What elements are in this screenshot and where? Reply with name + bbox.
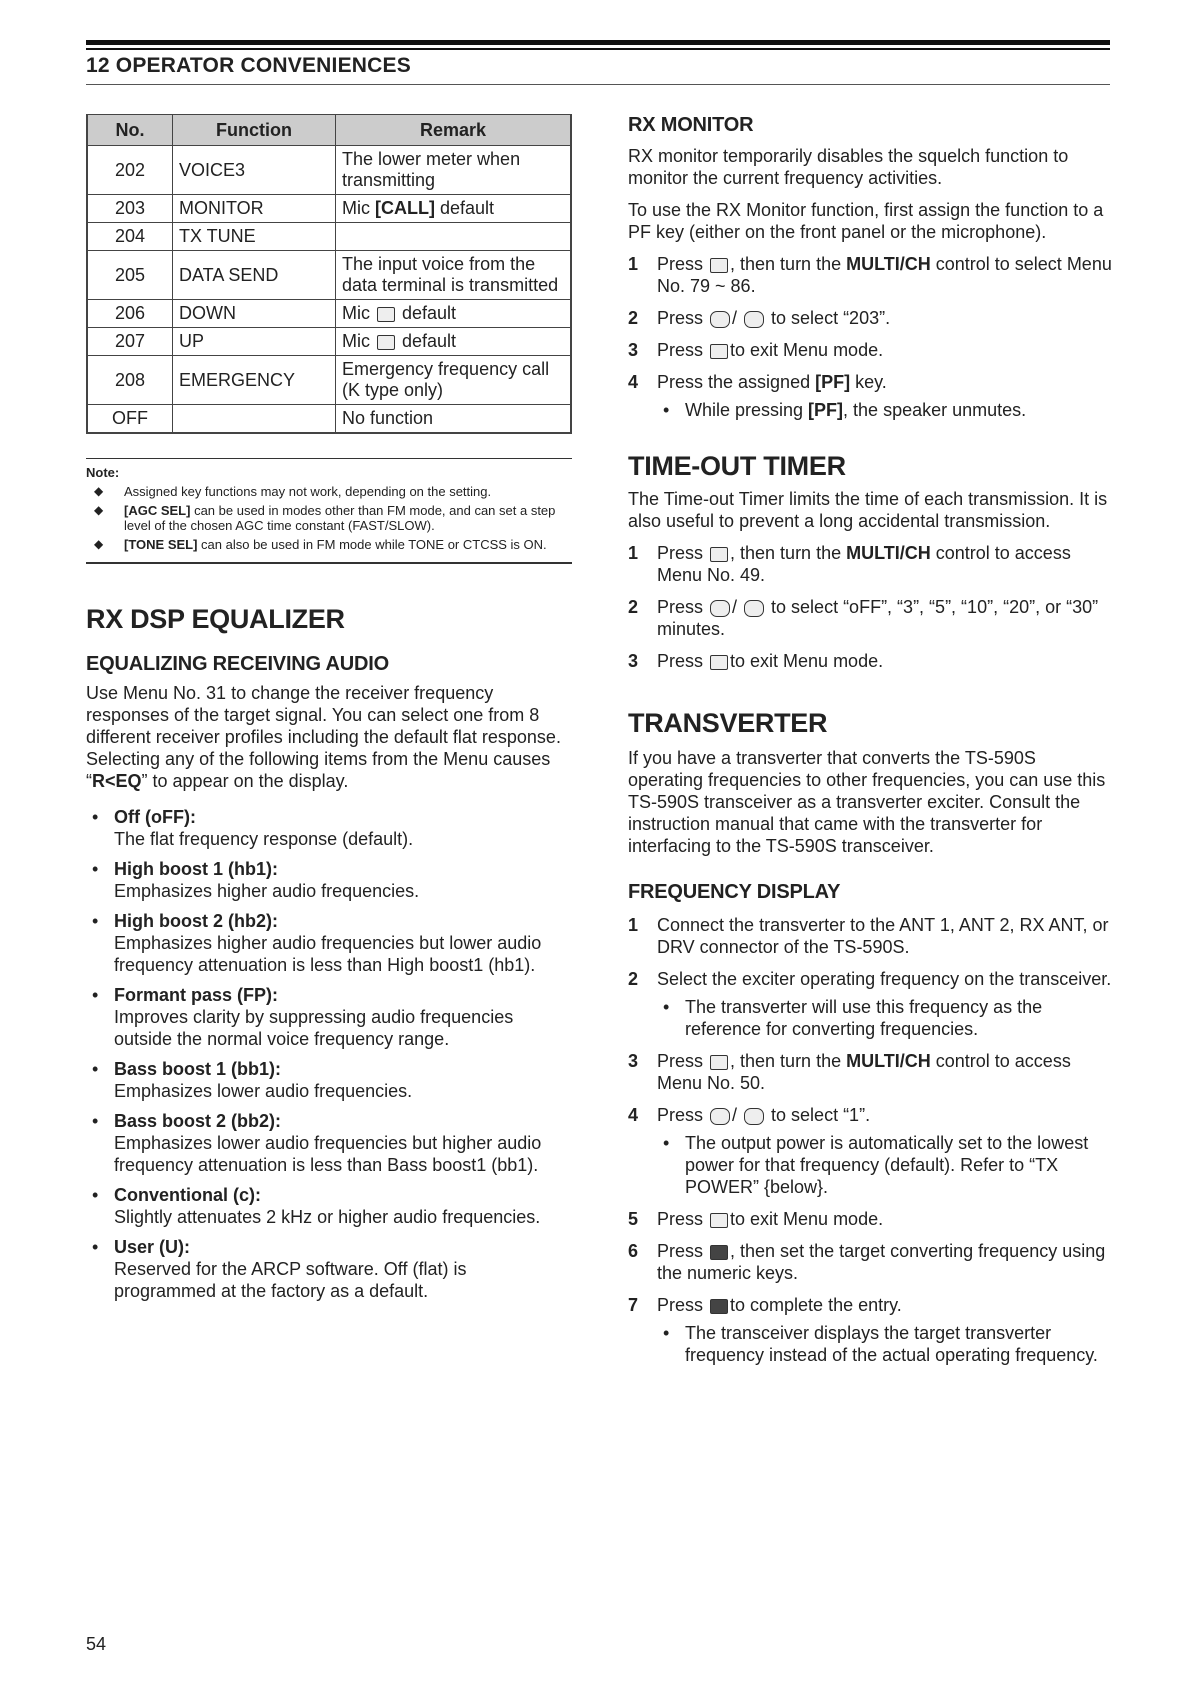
cell-remark: The lower meter when transmitting: [336, 146, 572, 195]
note-title: Note:: [86, 465, 120, 480]
bullet-dot-icon: •: [92, 1185, 99, 1205]
step-item: [628, 253, 1112, 297]
item-title: Bass boost 2 (bb2):: [114, 1111, 282, 1131]
step-item: [628, 307, 1112, 329]
cell-no: OFF: [87, 405, 173, 434]
bullet-dot-icon: •: [92, 807, 99, 827]
cell-function: UP: [173, 328, 336, 356]
step-text: , then set the target converting frequency using the numeric keys.: [657, 1241, 1106, 1283]
note-key-label: [TONE SEL]: [124, 537, 198, 552]
step-text: Press: [657, 1105, 709, 1125]
item-text: Emphasizes lower audio frequencies but higher audio frequency attenuation is less than Bass boost1 (bb1).: [114, 1133, 542, 1175]
step-text: control to select Menu No. 79 ~ 86.: [657, 254, 1112, 296]
list-item: [86, 1184, 572, 1228]
req-indicator: R<EQ: [92, 771, 142, 791]
tot-p1: The Time-out Timer limits the time of each transmission. It is also useful to prevent a long accidental transmission.: [628, 489, 1108, 531]
step-number: 2: [628, 597, 639, 617]
bullet-dot-icon: •: [663, 1133, 670, 1153]
step-text: /: [732, 308, 743, 328]
dsp-intro: [86, 682, 572, 792]
sub-text: While pressing: [685, 400, 809, 420]
chapter-title: 12 OPERATOR CONVENIENCES: [86, 54, 411, 77]
step-text: to select “203”.: [766, 308, 891, 328]
rx-monitor-p1: RX monitor temporarily disables the squelch function to monitor the current frequency activities.: [628, 146, 1069, 188]
step-text: , then turn the: [730, 254, 847, 274]
note-box: [86, 458, 572, 564]
step-text: Press: [657, 543, 709, 563]
list-item: [86, 858, 572, 902]
rx-monitor-steps: [628, 253, 1112, 421]
step-item: [628, 542, 1112, 586]
bullet-dot-icon: •: [663, 997, 670, 1017]
cell-remark: [336, 223, 572, 251]
item-title: High boost 2 (hb2):: [114, 911, 278, 931]
step-item: [628, 1050, 1112, 1094]
up-key-icon: [710, 1108, 730, 1125]
cell-remark: [336, 195, 572, 223]
bullet-dot-icon: •: [663, 400, 670, 420]
item-title: Conventional (c):: [114, 1185, 261, 1205]
step-sub-item: [657, 399, 1112, 421]
step-number: 1: [628, 915, 639, 935]
menu-key-icon: [710, 547, 728, 562]
cell-function: EMERGENCY: [173, 356, 336, 405]
table-row: [87, 356, 571, 405]
item-text: Emphasizes higher audio frequencies.: [114, 881, 420, 901]
step-item: [628, 1240, 1112, 1284]
tot-steps: [628, 542, 1112, 672]
note-item: [86, 484, 572, 499]
step-number: 3: [628, 340, 639, 360]
step-text: Press: [657, 651, 709, 671]
col-header-no: No.: [87, 115, 173, 146]
sub-text: The output power is automatically set to the lowest power for that frequency (default). Refer to “TX POWER” {below}.: [685, 1133, 1089, 1197]
cell-function: TX TUNE: [173, 223, 336, 251]
step-text: Press: [657, 254, 709, 274]
item-text: Slightly attenuates 2 kHz or higher audio frequencies.: [114, 1207, 541, 1227]
cell-no: 205: [87, 251, 173, 300]
bullet-dot-icon: •: [92, 1111, 99, 1131]
right-column: [628, 114, 1112, 1376]
bullet-dot-icon: •: [92, 1059, 99, 1079]
step-text: Press: [657, 1209, 709, 1229]
cell-no: 203: [87, 195, 173, 223]
multi-ch-label: MULTI/CH: [846, 1051, 931, 1071]
bullet-dot-icon: •: [92, 985, 99, 1005]
step-text: to complete the entry.: [730, 1295, 902, 1315]
page-number: 54: [86, 1634, 107, 1654]
bullet-dot-icon: •: [663, 1323, 670, 1343]
list-item: [86, 1058, 572, 1102]
step-number: 2: [628, 308, 639, 328]
step-text: Press: [657, 308, 709, 328]
section-title-rx-monitor: RX MONITOR: [628, 114, 754, 136]
menu-key-icon: [710, 344, 728, 359]
step-item: [628, 968, 1112, 1040]
remark-text: default: [397, 331, 457, 351]
step-number: 4: [628, 1105, 639, 1125]
step-text: to select “1”.: [766, 1105, 871, 1125]
table-row: [87, 195, 571, 223]
step-item: [628, 650, 1112, 672]
list-item: [86, 1236, 572, 1302]
step-text: to exit Menu mode.: [730, 340, 884, 360]
step-text: control to access Menu No. 49.: [657, 543, 1071, 585]
pf-key-label: [PF]: [815, 372, 851, 392]
up-key-icon: [710, 600, 730, 617]
step-number: 3: [628, 651, 639, 671]
step-item: [628, 371, 1112, 421]
item-title: User (U):: [114, 1237, 191, 1257]
diamond-bullet-icon: ◆: [94, 503, 104, 517]
cell-function: DOWN: [173, 300, 336, 328]
call-key-label: [CALL]: [375, 198, 435, 218]
cell-no: 204: [87, 223, 173, 251]
step-text: , then turn the: [730, 1051, 847, 1071]
cell-remark: [336, 300, 572, 328]
step-text: key.: [850, 372, 887, 392]
step-item: [628, 1294, 1112, 1366]
step-text: control to access Menu No. 50.: [657, 1051, 1071, 1093]
list-item: [86, 984, 572, 1050]
table-row: [87, 251, 571, 300]
step-number: 1: [628, 543, 639, 563]
item-title: Off (oFF):: [114, 807, 196, 827]
multi-ch-label: MULTI/CH: [846, 254, 931, 274]
step-number: 4: [628, 372, 639, 392]
remark-text: Mic: [342, 198, 375, 218]
remark-text: Mic: [342, 303, 375, 323]
table-row: [87, 146, 571, 195]
step-text: Press: [657, 1241, 709, 1261]
pf-key-label: [PF]: [808, 400, 844, 420]
intro-text: ” to appear on the display.: [141, 771, 349, 791]
transverter-p1: If you have a transverter that converts the TS-590S operating frequencies to other frequencies, you can use this TS-590S transceiver as a transverter exciter. Consult the instruction manual that came with the transverter for interfacing to the TS-590S transceiver.: [628, 748, 1106, 856]
cell-function: VOICE3: [173, 146, 336, 195]
step-text: to exit Menu mode.: [730, 1209, 884, 1229]
step-number: 3: [628, 1051, 639, 1071]
cell-no: 206: [87, 300, 173, 328]
step-number: 6: [628, 1241, 639, 1261]
menu-key-icon: [710, 1055, 728, 1070]
table-row: [87, 328, 571, 356]
cell-no: 202: [87, 146, 173, 195]
step-item: [628, 1104, 1112, 1198]
subsection-title-frequency-display: FREQUENCY DISPLAY: [628, 881, 841, 903]
step-text: Select the exciter operating frequency on the transceiver.: [657, 969, 1112, 989]
cell-remark: The input voice from the data terminal is transmitted: [336, 251, 572, 300]
note-key-label: [AGC SEL]: [124, 503, 191, 518]
note-item: [86, 537, 572, 552]
up-key-icon: [710, 311, 730, 328]
cell-remark: [336, 328, 572, 356]
step-item: [628, 596, 1112, 640]
table-row: [87, 405, 571, 434]
down-key-icon: [744, 600, 764, 617]
table-row: [87, 223, 571, 251]
step-number: 1: [628, 254, 639, 274]
diamond-bullet-icon: ◆: [94, 537, 104, 551]
step-number: 2: [628, 969, 639, 989]
step-text: to select “oFF”, “3”, “5”, “10”, “20”, or “30” minutes.: [657, 597, 1099, 639]
step-item: [628, 914, 1112, 958]
note-text: can be used in modes other than FM mode, and can set a step level of the chosen AGC time constant (FAST/SLOW).: [124, 503, 556, 533]
sub-text: , the speaker unmutes.: [843, 400, 1027, 420]
cell-remark: Emergency frequency call (K type only): [336, 356, 572, 405]
col-header-remark: Remark: [336, 115, 572, 146]
header-rule-thick: [86, 40, 1110, 45]
remark-text: default: [434, 198, 495, 218]
bullet-dot-icon: •: [92, 911, 99, 931]
table-header-row: [87, 115, 571, 146]
ent-key-icon: [710, 1245, 728, 1260]
note-text: Assigned key functions may not work, depending on the setting.: [124, 484, 492, 499]
remark-text: Mic: [342, 331, 375, 351]
cell-function: [173, 405, 336, 434]
list-item: [86, 1110, 572, 1176]
item-text: The flat frequency response (default).: [114, 829, 414, 849]
mic-up-key-icon: [377, 335, 395, 350]
sub-text: The transverter will use this frequency as the reference for converting frequencies.: [685, 997, 1043, 1039]
mic-down-key-icon: [377, 307, 395, 322]
down-key-icon: [744, 311, 764, 328]
header-rule-thin: [86, 48, 1110, 50]
item-title: High boost 1 (hb1):: [114, 859, 278, 879]
step-text: Press: [657, 1295, 709, 1315]
left-column: [86, 114, 572, 1310]
table-row: [87, 300, 571, 328]
step-text: Press the assigned: [657, 372, 816, 392]
multi-ch-label: MULTI/CH: [846, 543, 931, 563]
item-text: Emphasizes lower audio frequencies.: [114, 1081, 413, 1101]
step-item: [628, 339, 1112, 361]
step-text: Press: [657, 340, 709, 360]
diamond-bullet-icon: ◆: [94, 484, 104, 498]
item-title: Bass boost 1 (bb1):: [114, 1059, 282, 1079]
step-sub-item: [657, 1132, 1112, 1198]
item-text: Emphasizes higher audio frequencies but lower audio frequency attenuation is less than High boost1 (hb1).: [114, 933, 542, 975]
note-text: can also be used in FM mode while TONE or CTCSS is ON.: [197, 537, 547, 552]
step-item: [628, 1208, 1112, 1230]
down-key-icon: [744, 1108, 764, 1125]
item-text: Reserved for the ARCP software. Off (flat) is programmed at the factory as a default.: [114, 1259, 467, 1301]
bullet-dot-icon: •: [92, 859, 99, 879]
cell-remark: No function: [336, 405, 572, 434]
step-text: Connect the transverter to the ANT 1, ANT 2, RX ANT, or DRV connector of the TS-590S.: [657, 915, 1109, 957]
step-sub-item: [657, 996, 1112, 1040]
cell-function: MONITOR: [173, 195, 336, 223]
list-item: [86, 910, 572, 976]
section-title-dsp: RX DSP EQUALIZER: [86, 604, 345, 634]
step-text: /: [732, 1105, 743, 1125]
list-item: [86, 806, 572, 850]
remark-text: default: [397, 303, 457, 323]
sub-text: The transceiver displays the target transverter frequency instead of the actual operating frequency.: [685, 1323, 1098, 1365]
step-number: 5: [628, 1209, 639, 1229]
header-rule-bottom: [86, 84, 1110, 85]
step-text: Press: [657, 1051, 709, 1071]
ent-key-icon: [710, 1299, 728, 1314]
menu-key-icon: [710, 258, 728, 273]
step-number: 7: [628, 1295, 639, 1315]
cell-no: 207: [87, 328, 173, 356]
rx-monitor-p2: To use the RX Monitor function, first assign the function to a PF key (either on the front panel or the microphone).: [628, 200, 1104, 242]
function-table: [86, 114, 572, 434]
step-text: , then turn the: [730, 543, 847, 563]
menu-key-icon: [710, 655, 728, 670]
section-title-transverter: TRANSVERTER: [628, 708, 828, 738]
cell-no: 208: [87, 356, 173, 405]
transverter-steps: [628, 914, 1112, 1366]
col-header-function: Function: [173, 115, 336, 146]
item-text: Improves clarity by suppressing audio frequencies outside the normal voice frequency range.: [114, 1007, 514, 1049]
step-text: to exit Menu mode.: [730, 651, 884, 671]
step-text: /: [732, 597, 743, 617]
step-text: Press: [657, 597, 709, 617]
cell-function: DATA SEND: [173, 251, 336, 300]
section-title-time-out-timer: TIME-OUT TIMER: [628, 451, 846, 481]
bullet-dot-icon: •: [92, 1237, 99, 1257]
eq-profile-list: [86, 806, 572, 1302]
subsection-title-eq: EQUALIZING RECEIVING AUDIO: [86, 653, 389, 675]
step-sub-item: [657, 1322, 1112, 1366]
intro-text: Use Menu No. 31 to change the receiver frequency responses of the target signal. You can select one from 8 different receiver profiles including the default flat response. Selecting any of the following items from the Menu causes “: [86, 683, 561, 791]
menu-key-icon: [710, 1213, 728, 1228]
item-title: Formant pass (FP):: [114, 985, 279, 1005]
note-item: [86, 503, 572, 533]
